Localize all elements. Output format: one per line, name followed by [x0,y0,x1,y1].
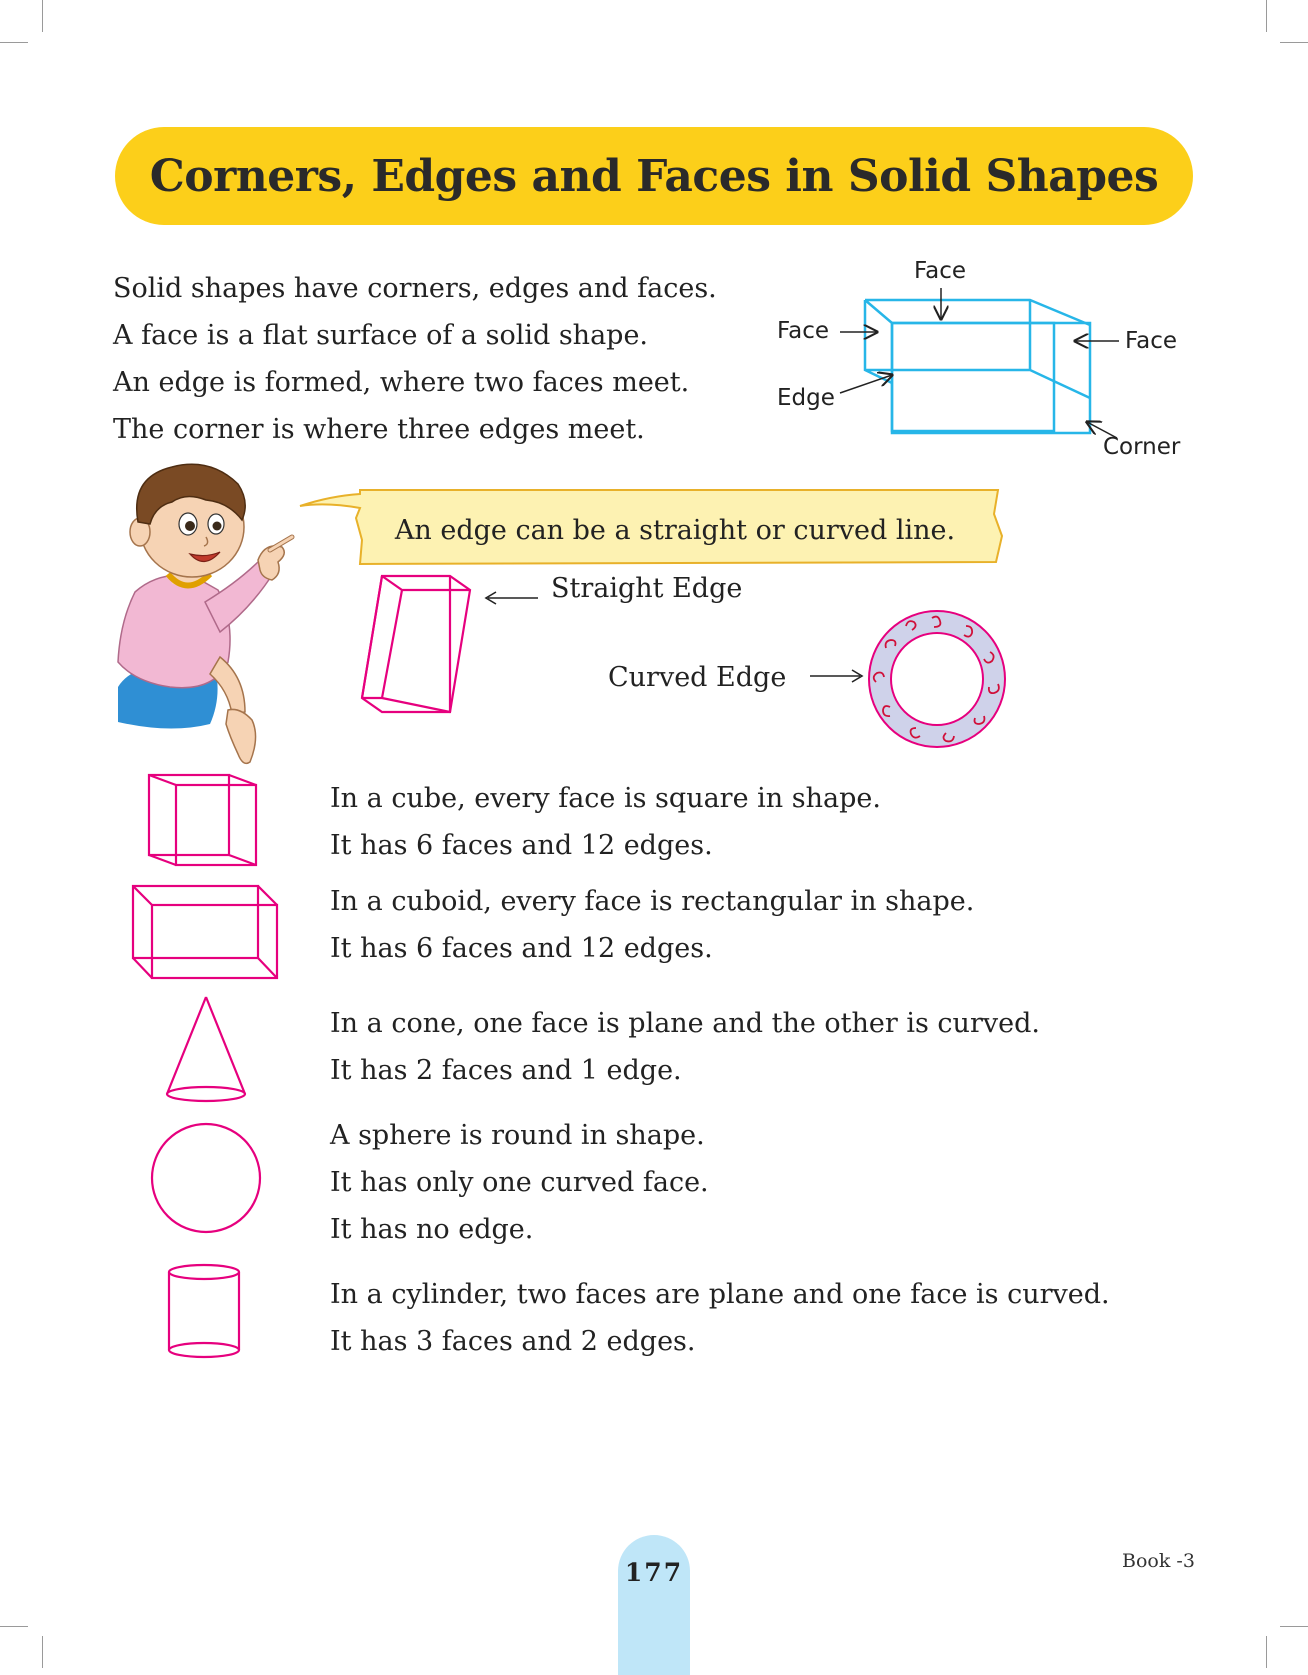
label-face-top: Face [914,258,967,284]
page-number: 177 [624,1558,684,1587]
cylinder-description [330,1271,1110,1365]
label-face-left: Face [777,318,830,344]
crop-mark [42,0,43,32]
crop-mark [1266,0,1267,32]
cylinder-shape [164,1262,244,1362]
cube-line: It has 6 faces and 12 edges. [330,830,713,861]
crop-mark [0,42,28,43]
cuboid-outline [865,300,1090,433]
diagram-arrows [840,288,1119,438]
crop-mark [1266,1636,1267,1668]
intro-line: The corner is where three edges meet. [113,414,645,445]
label-edge: Edge [777,385,835,411]
intro-line: A face is a flat surface of a solid shape. [113,320,649,351]
cone-line: It has 2 faces and 1 edge. [330,1055,682,1086]
sphere-line: A sphere is round in shape. [330,1120,705,1151]
cuboid-description [330,878,974,972]
crop-mark [1280,1626,1308,1627]
straight-edge-label: Straight Edge [551,573,743,604]
crop-mark [42,1636,43,1668]
intro-line: An edge is formed, where two faces meet. [113,367,690,398]
label-face-right: Face [1125,328,1178,354]
sphere-line: It has no edge. [330,1214,534,1245]
label-corner: Corner [1103,434,1181,460]
sphere-description [330,1112,709,1253]
sphere-shape [148,1120,264,1236]
cone-description [330,1000,1040,1094]
cuboid-shape [130,883,282,981]
cone-shape [162,994,252,1106]
curved-edge-label: Curved Edge [608,662,787,693]
page-number-tab [618,1535,690,1675]
cylinder-line: It has 3 faces and 2 edges. [330,1326,696,1357]
intro-line: Solid shapes have corners, edges and faces. [113,273,717,304]
cone-line: In a cone, one face is plane and the other is curved. [330,1008,1040,1039]
book-label: Book -3 [1122,1550,1195,1572]
crop-mark [0,1626,28,1627]
title-band [115,127,1193,225]
curved-edge-arrow [806,666,866,686]
sphere-line: It has only one curved face. [330,1167,709,1198]
straight-edge-shape [355,568,495,718]
speech-bubble-text: An edge can be a straight or curved line. [394,514,956,546]
cube-line: In a cube, every face is square in shape. [330,783,881,814]
cylinder-line: In a cylinder, two faces are plane and one face is curved. [330,1279,1110,1310]
cube-description [330,775,881,869]
straight-edge-arrow [482,588,542,608]
crop-mark [1280,42,1308,43]
ring-shape [866,608,1008,750]
intro-paragraph [113,265,717,453]
cuboid-line: It has 6 faces and 12 edges. [330,933,713,964]
boy-illustration [110,462,300,772]
page-title: Corners, Edges and Faces in Solid Shapes [149,150,1159,202]
cuboid-line: In a cuboid, every face is rectangular in shape. [330,886,975,917]
cube-shape [146,772,261,867]
